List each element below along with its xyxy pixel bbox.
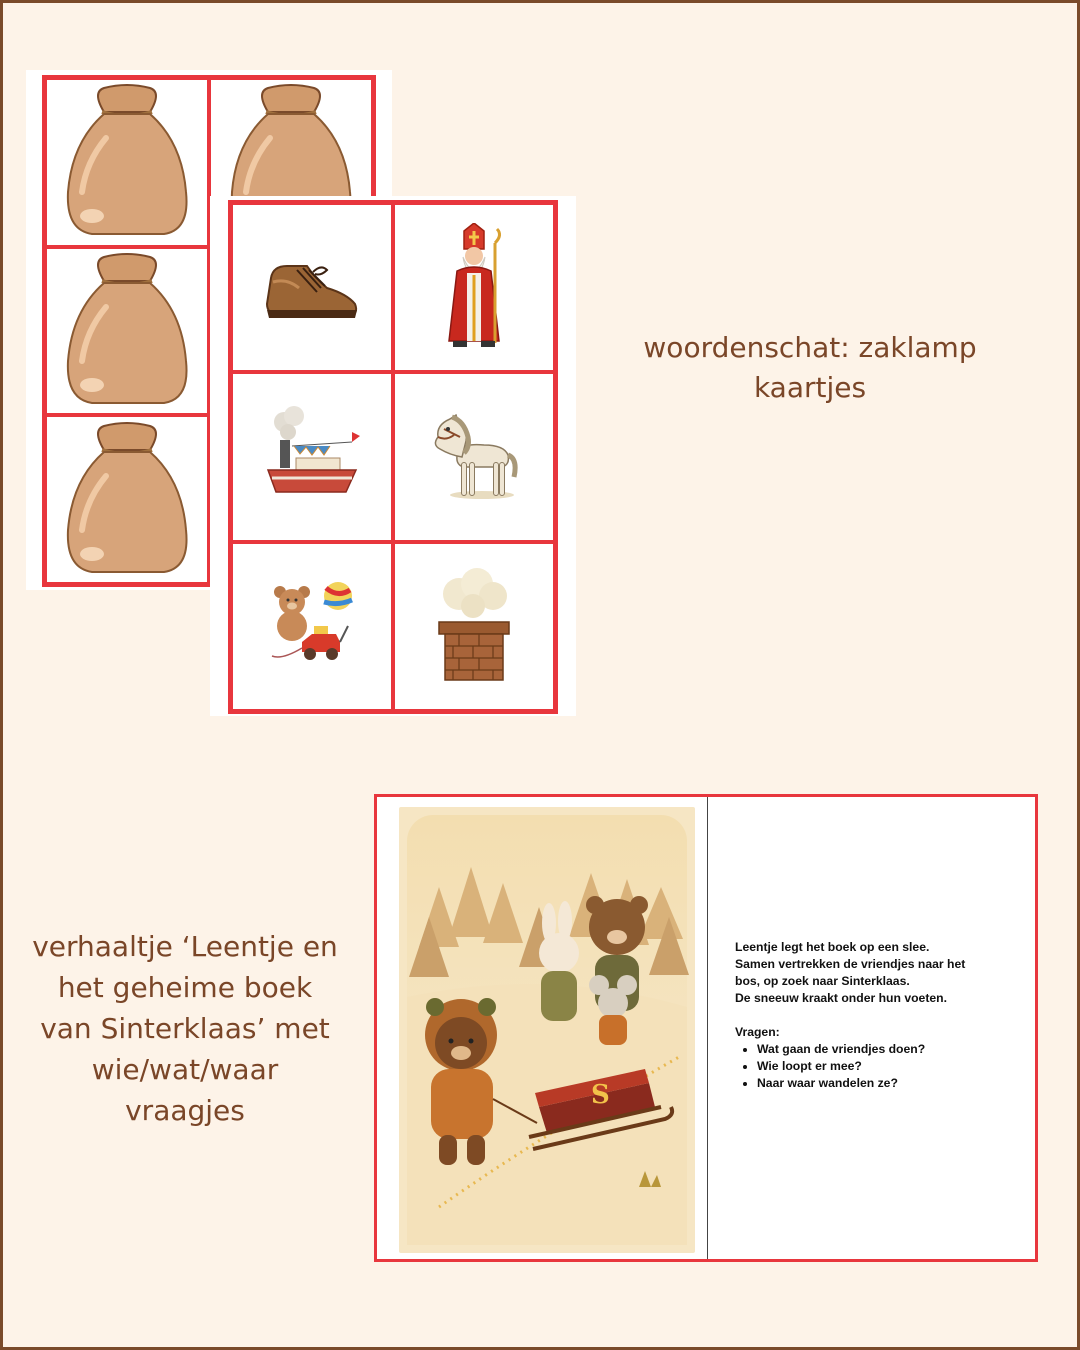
question-item: • Wat gaan de vriendjes doen?: [757, 1041, 1025, 1058]
card-chimney: [393, 542, 555, 711]
story-text: [735, 939, 1025, 1092]
card-sinterklaas: [393, 203, 555, 372]
bears-sled-illustration: [399, 807, 695, 1253]
story-line: Samen vertrekken de vriendjes naar het: [735, 957, 966, 971]
questions-label: Vragen:: [735, 1025, 780, 1039]
card-steamboat: [231, 372, 393, 541]
story-book-spread: [374, 794, 1038, 1262]
sack-card: [45, 415, 209, 584]
story-caption: [20, 926, 350, 1131]
shoe-icon: [257, 248, 367, 328]
story-illustration: [399, 807, 695, 1253]
sack-icon: [52, 251, 202, 411]
questions-list: [735, 1041, 1025, 1092]
vocab-caption: [610, 328, 1010, 408]
card-toys: [231, 542, 393, 711]
story-line: De sneeuw kraakt onder hun voeten.: [735, 991, 947, 1005]
chimney-icon: [429, 566, 519, 686]
picture-cards-grid: [228, 200, 558, 714]
question-item: • Naar waar wandelen ze?: [757, 1075, 1025, 1092]
sack-icon: [52, 82, 202, 242]
story-caption-line: van Sinterklaas’ met: [40, 1012, 330, 1045]
sack-card: [45, 78, 209, 247]
book-divider: [707, 797, 708, 1259]
sack-icon: [52, 420, 202, 580]
story-caption-line: wie/wat/waar: [91, 1053, 279, 1086]
story-caption-line: het geheime boek: [57, 971, 313, 1004]
story-caption-line: verhaaltje ‘Leentje en: [32, 930, 338, 963]
sack-card: [45, 247, 209, 416]
card-horse: [393, 372, 555, 541]
story-line: Leentje legt het boek op een slee.: [735, 940, 930, 954]
steamboat-icon: [262, 402, 362, 512]
story-line: bos, op zoek naar Sinterklaas.: [735, 974, 910, 988]
sled-book-letter: S: [591, 1080, 610, 1110]
horse-icon: [424, 407, 524, 507]
question-item: • Wie loopt er mee?: [757, 1058, 1025, 1075]
story-caption-line: vraagjes: [125, 1094, 245, 1127]
picture-cards-sheet: [210, 196, 576, 716]
vocab-caption-line: woordenschat: zaklamp: [643, 331, 977, 364]
card-shoe: [231, 203, 393, 372]
toys-icon: [262, 576, 362, 676]
vocab-caption-line: kaartjes: [753, 371, 867, 404]
sinterklaas-icon: [439, 223, 509, 353]
